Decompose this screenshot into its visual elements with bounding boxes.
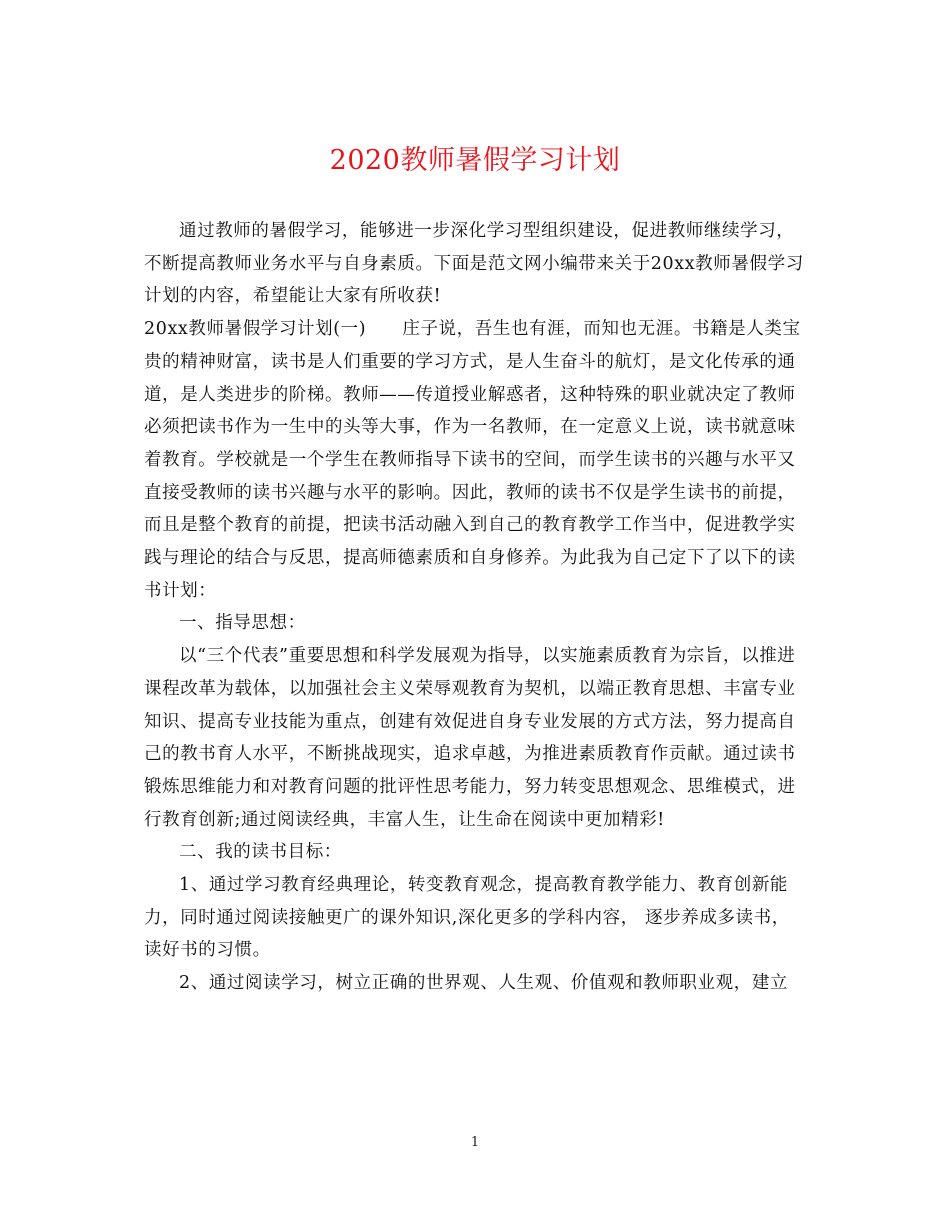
paragraph-intro: 通过教师的暑假学习，能够进一步深化学习型组织建设，促进教师继续学习，不断提高教师业务水平与自身素质。下面是范文网小编带来关于20xx教师暑假学习计划的内容，希望能让大家有所收获! xyxy=(144,221,804,307)
paragraph-guiding-ideology: 以“三个代表”重要思想和科学发展观为指导，以实施素质教育为宗旨，以推进课程改革为载体，以加强社会主义荣辱观教育为契机，以端正教育思想、丰富专业知识、提高专业技能为重点，创建有效促进自身专业发展的方式方法，努力提高自己的教书育人水平，不断挑战现实，追求卓越，为推进素质教育作贡献。通过读书锻炼思维能力和对教育问题的批评性思考能力，努力转变思想观念、思维模式，进行教育创新;通过阅读经典，丰富人生，让生命在阅读中更加精彩! xyxy=(144,646,796,830)
page-number: 1 xyxy=(470,1135,480,1150)
document-body xyxy=(144,215,806,1000)
document-title: 2020教师暑假学习计划 xyxy=(329,145,621,176)
paragraph-goal-one: 1、通过学习教育经典理论，转变教育观念，提高教育教学能力、教育创新能力，同时通过阅读接触更广的课外知识,深化更多的学科内容， 逐步养成多读书，读好书的习惯。 xyxy=(144,875,790,961)
heading-reading-goals: 二、我的读书目标： xyxy=(179,842,342,863)
paragraph-goal-two: 2、通过阅读学习，树立正确的世界观、人生观、价值观和教师职业观，建立 xyxy=(179,973,789,994)
paragraph-plan-one: 20xx教师暑假学习计划(一) 庄子说，吾生也有涯，而知也无涯。书籍是人类宝贵的精神财富，读书是人们重要的学习方式，是人生奋斗的航灯，是文化传承的通道，是人类进步的阶梯。教师——传道授业解惑者，这种特殊的职业就决定了教师必须把读书作为一生中的头等大事，作为一名教师，在一定意义上说，读书就意味着教育。学校就是一个学生在教师指导下读书的空间，而学生读书的兴趣与水平又直接受教师的读书兴趣与水平的影响。因此，教师的读书不仅是学生读书的前提，而且是整个教育的前提，把读书活动融入到自己的教育教学工作当中，促进教学实践与理论的结合与反思，提高师德素质和自身修养。为此我为自己定下了以下的读书计划： xyxy=(144,319,801,601)
heading-guiding-ideology: 一、指导思想： xyxy=(179,613,306,634)
